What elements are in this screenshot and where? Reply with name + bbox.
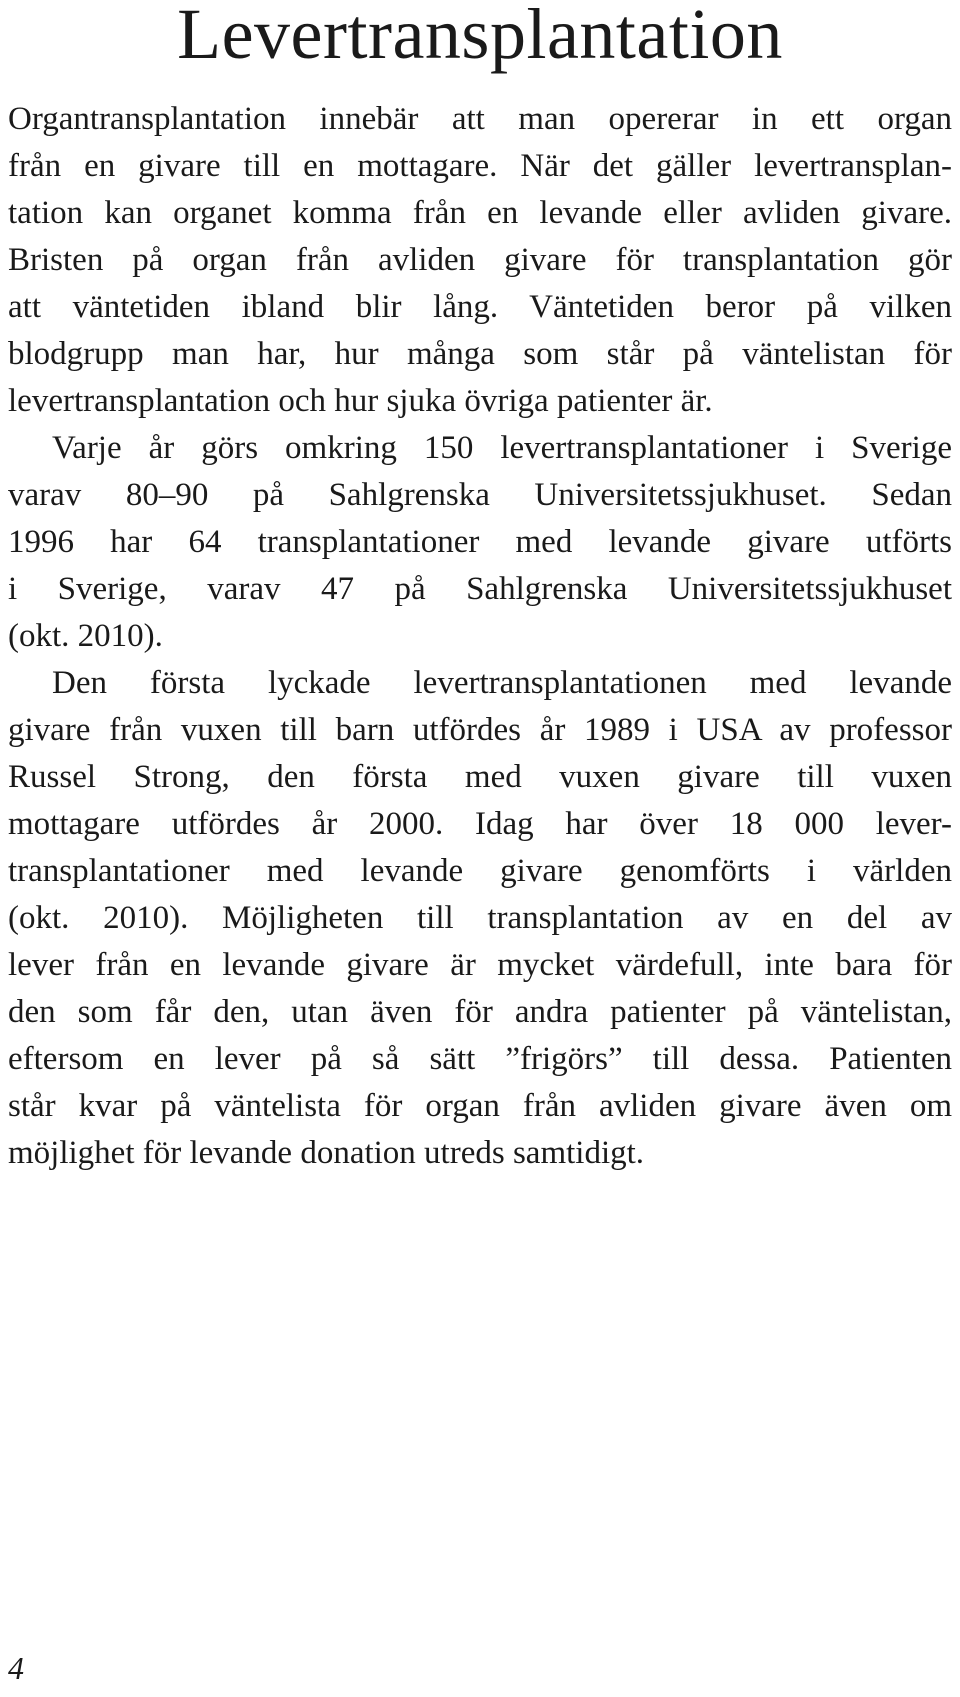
text-line: i Sverige, varav 47 på Sahlgrenska Universitetssjukhuset: [8, 571, 952, 607]
text-line: (okt. 2010). Möjligheten till transplantation av en del av: [8, 900, 952, 936]
text-line: transplantationer med levande givare genomförts i världen: [8, 853, 952, 889]
text-line: levertransplantation och hur sjuka övriga patienter är.: [8, 383, 713, 419]
text-line: givare från vuxen till barn utfördes år 1989 i USA av professor: [8, 712, 952, 748]
text-line: 1996 har 64 transplantationer med levande givare utförts: [8, 524, 952, 560]
text-line: blodgrupp man har, hur många som står på väntelistan för: [8, 336, 952, 372]
text-line: står kvar på väntelista för organ från avliden givare även om: [8, 1088, 952, 1124]
text-line: Organtransplantation innebär att man opererar in ett organ: [8, 101, 952, 137]
page-number: 4: [8, 1650, 24, 1686]
text-line: möjlighet för levande donation utreds samtidigt.: [8, 1135, 645, 1171]
paragraph: [8, 425, 952, 660]
body-text: [8, 96, 952, 1177]
text-line: varav 80–90 på Sahlgrenska Universitetssjukhuset. Sedan: [8, 477, 952, 513]
page-title: Levertransplantation: [177, 0, 783, 74]
text-line: från en givare till en mottagare. När det gäller levertransplan-: [8, 148, 952, 184]
paragraph: [8, 660, 952, 1177]
text-line: Bristen på organ från avliden givare för transplantation gör: [8, 242, 952, 278]
text-line: eftersom en lever på så sätt ”frigörs” till dessa. Patienten: [8, 1041, 952, 1077]
paragraph: [8, 96, 952, 425]
text-line: att väntetiden ibland blir lång. Väntetiden beror på vilken: [8, 289, 952, 325]
text-line: Russel Strong, den första med vuxen givare till vuxen: [8, 759, 952, 795]
text-line: mottagare utfördes år 2000. Idag har över 18 000 lever-: [8, 806, 952, 842]
text-line: den som får den, utan även för andra patienter på väntelistan,: [8, 994, 952, 1030]
text-line: lever från en levande givare är mycket värdefull, inte bara för: [8, 947, 952, 983]
text-line: (okt. 2010).: [8, 618, 163, 654]
text-line: tation kan organet komma från en levande eller avliden givare.: [8, 195, 952, 231]
text-line: Varje år görs omkring 150 levertransplantationer i Sverige: [52, 430, 952, 466]
text-line: Den första lyckade levertransplantationen med levande: [52, 665, 952, 701]
